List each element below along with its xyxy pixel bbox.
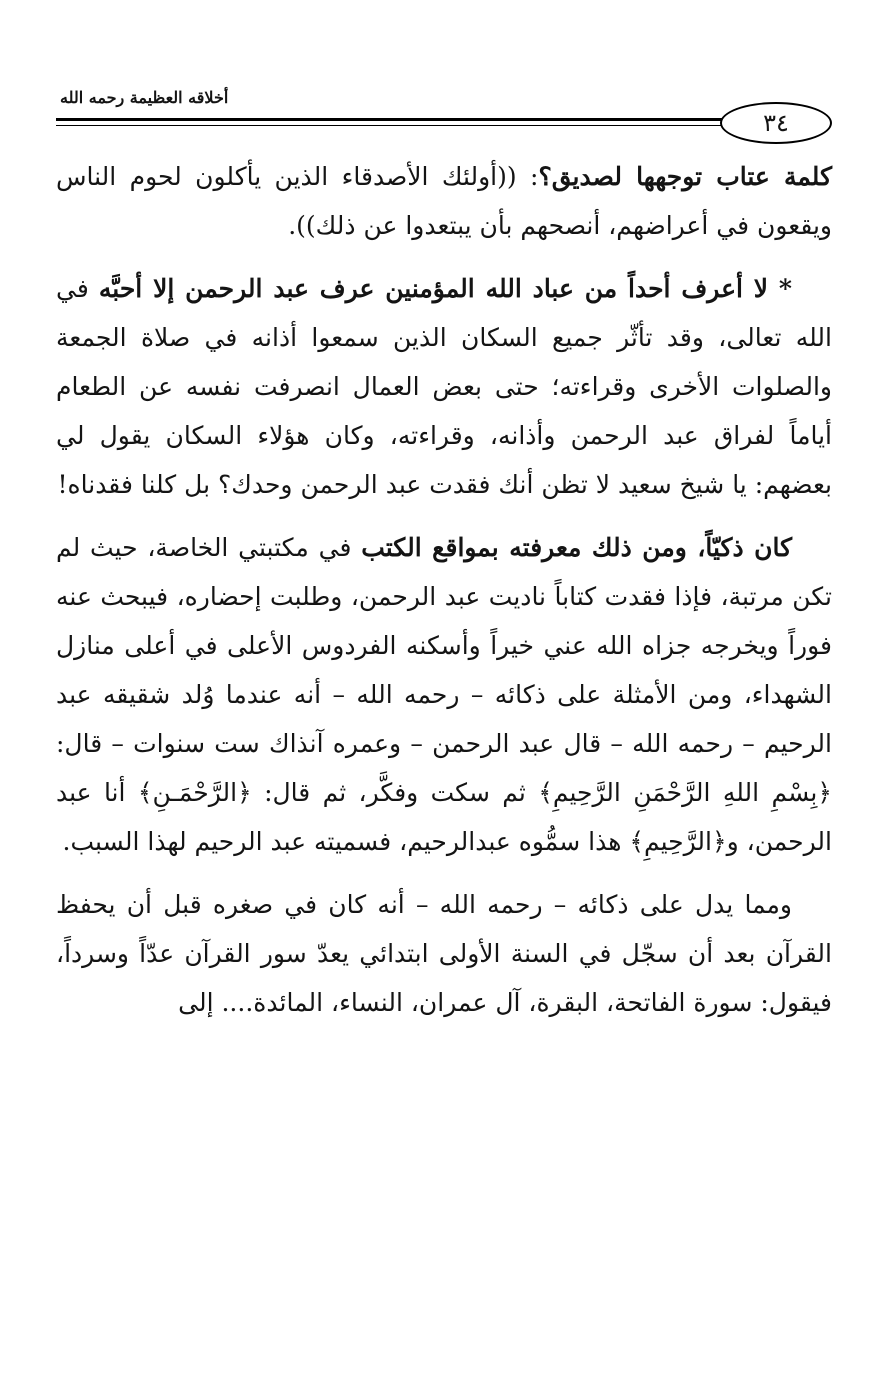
paragraph-2-lead: * لا أعرف أحداً من عباد الله المؤمنين عرف عبد الرحمن إلا أحبَّه	[98, 274, 792, 303]
header-rule-thick	[56, 118, 756, 121]
paragraph-3-body: في مكتبتي الخاصة، حيث لم تكن مرتبة، فإذا فقدت كتاباً ناديت عبد الرحمن، وطلبت إحضاره، فيبحث عنه فوراً ويخرجه جزاه الله عني خيراً وأسكنه الفردوس الأعلى في أعلى منازل الشهداء، ومن الأمثلة على ذكائه – رحمه الله – أنه عندما وُلد شقيقه عبد الرحيم – رحمه الله – قال عبد الرحمن – وعمره آنذاك ست سنوات – قال: ﴿بِسْمِ اللهِ الرَّحْمَنِ الرَّحِيمِ﴾ ثم سكت وفكَّر، ثم قال: ﴿الرَّحْمَـنِ﴾ أنا عبد الرحمن، و﴿الرَّحِيمِ﴾ هذا سمُّوه عبدالرحيم، فسميته عبد الرحيم لهذا السبب.	[56, 533, 832, 856]
page-number: ٣٤	[763, 109, 789, 137]
paragraph-2-body: في الله تعالى، وقد تأثّر جميع السكان الذين سمعوا أذانه في صلاة الجمعة والصلوات الأخرى وقراءته؛ حتى بعض العمال انصرفت نفسه عن الطعام أياماً لفراق عبد الرحمن وأذانه، وقراءته، وكان هؤلاء السكان يقول لي بعضهم: يا شيخ سعيد لا تظن أنك فقدت عبد الرحمن وحدك؟ بل كلنا فقدناه!	[56, 274, 832, 499]
paragraph-1-body: : ((أولئك الأصدقاء الذين يأكلون لحوم الناس ويقعون في أعراضهم، أنصحهم بأن يبتعدوا عن ذلك)).	[56, 162, 832, 240]
paragraph-2	[56, 264, 832, 509]
paragraph-4	[56, 880, 832, 1027]
paragraph-4-body: ومما يدل على ذكائه – رحمه الله – أنه كان في صغره قبل أن يحفظ القرآن بعد أن سجّل في السنة الأولى ابتدائي يعدّ سور القرآن عدّاً وسرداً، فيقول: سورة الفاتحة، البقرة، آل عمران، النساء، المائدة.... إلى	[56, 890, 832, 1017]
running-title: أخلاقه العظيمة رحمه الله	[60, 88, 229, 107]
header-rule-thin	[56, 125, 756, 126]
page-number-badge	[720, 102, 832, 144]
paragraph-1-lead: كلمة عتاب توجهها لصديق؟	[538, 162, 832, 191]
page-body	[56, 152, 832, 1041]
paragraph-3-lead: كان ذكيّاً، ومن ذلك معرفته بمواقع الكتب	[361, 533, 793, 562]
paragraph-1	[56, 152, 832, 250]
paragraph-3	[56, 523, 832, 866]
page-header	[56, 78, 832, 148]
